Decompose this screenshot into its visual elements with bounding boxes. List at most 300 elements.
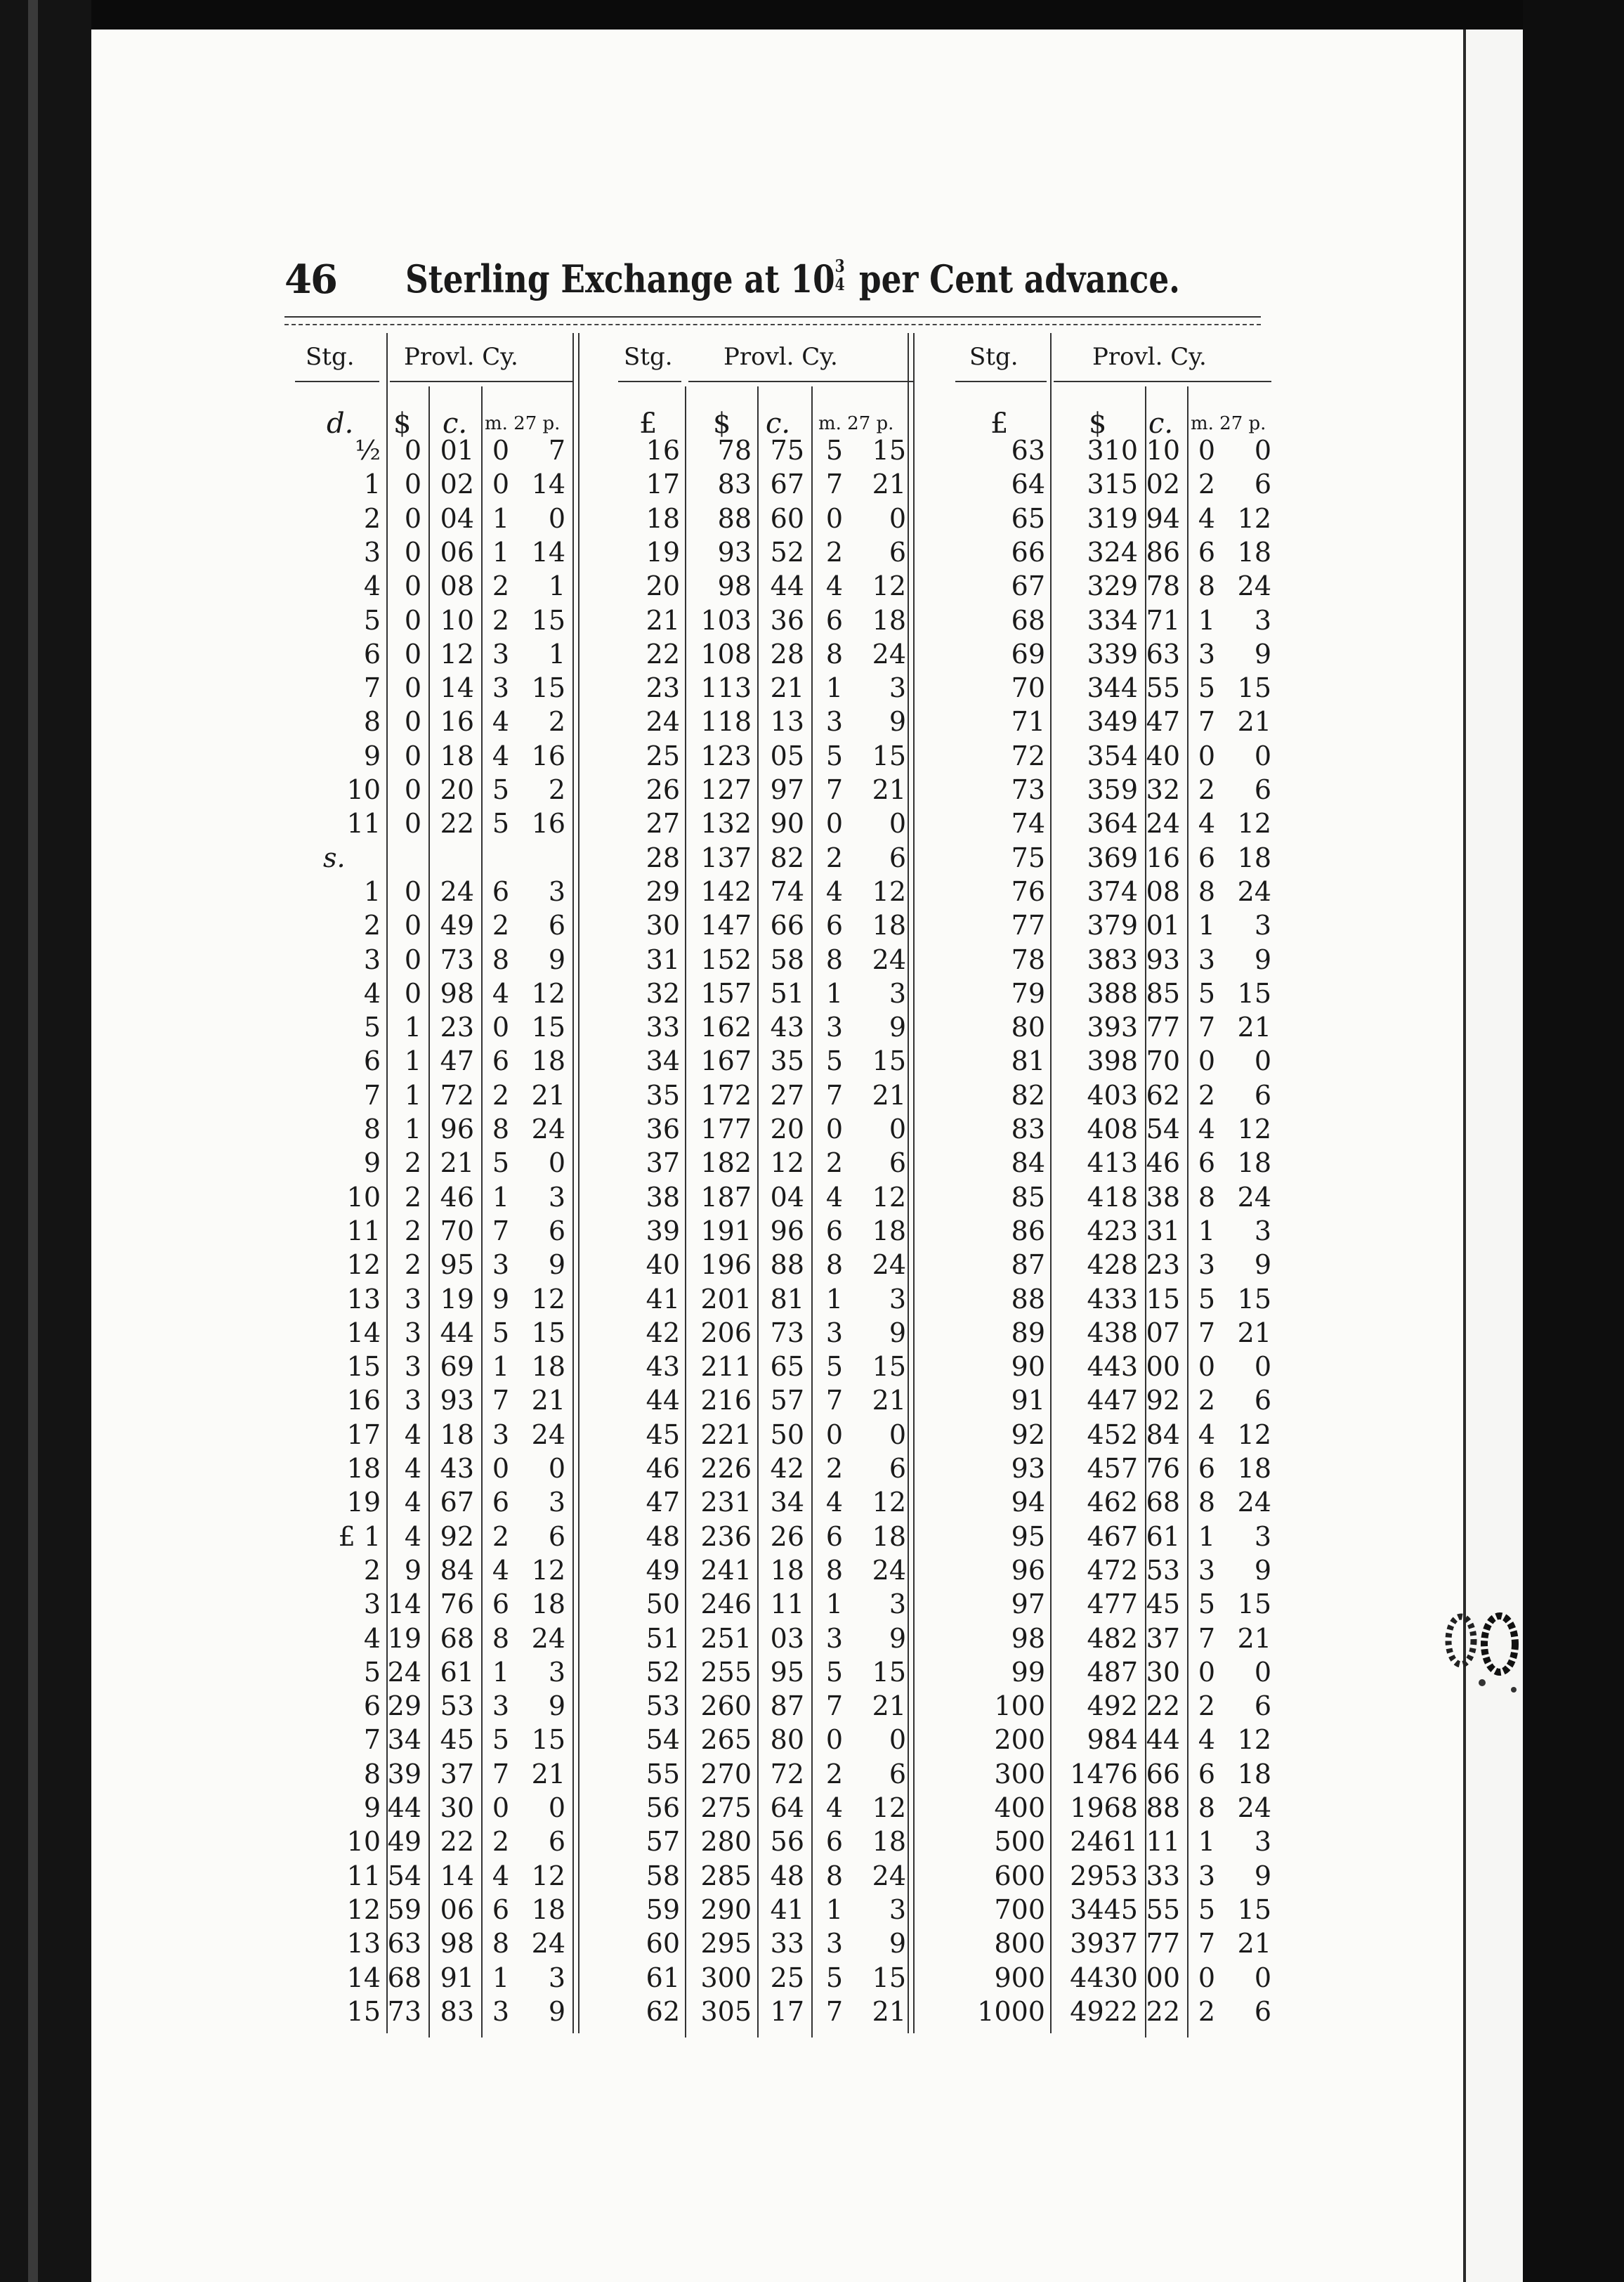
pence-value: 24 — [1237, 1181, 1271, 1213]
pence-value: 24 — [872, 1860, 906, 1891]
pence-value: 6 — [548, 1520, 565, 1552]
mills-value: 1 — [492, 502, 509, 534]
mills-value: 2 — [492, 1520, 509, 1552]
pence-value: 12 — [531, 1860, 565, 1891]
mills-value: 0 — [1198, 740, 1215, 771]
table-row — [941, 1146, 1278, 1180]
stg-value: £ 1 — [338, 1520, 381, 1552]
table-row — [941, 1553, 1278, 1587]
pence-value: 21 — [872, 1385, 906, 1416]
pence-value: 0 — [548, 1147, 565, 1179]
cents-value: 54 — [1146, 1114, 1180, 1145]
cents-value: 52 — [770, 536, 804, 568]
mills-value: 7 — [492, 1215, 509, 1246]
pence-value: 21 — [1237, 706, 1271, 738]
stg-value: 46 — [646, 1453, 680, 1484]
mills-value: 3 — [1198, 1249, 1215, 1281]
dollars-value: 157 — [700, 977, 752, 1009]
pence-value: 21 — [531, 1079, 565, 1111]
table-row — [941, 977, 1278, 1010]
dollars-value: 285 — [700, 1860, 752, 1891]
stg-value: 2 — [363, 502, 381, 534]
cents-value: 12 — [770, 1147, 804, 1179]
cents-value: 97 — [770, 774, 804, 805]
pence-value: 9 — [548, 1995, 565, 2027]
mills-value: 5 — [492, 1147, 509, 1179]
cents-value: 18 — [440, 1419, 474, 1450]
cents-value: 69 — [440, 1351, 474, 1383]
fraction-numerator: 3 — [834, 256, 845, 276]
table-row — [284, 1757, 579, 1791]
stg-value: 69 — [1011, 638, 1045, 670]
cents-value: 06 — [440, 1893, 474, 1925]
stg-value: 96 — [1011, 1554, 1045, 1586]
pence-value: 3 — [889, 672, 906, 704]
stg-value: 11 — [346, 1860, 381, 1891]
pence-value: 0 — [1254, 1656, 1271, 1688]
table-row — [941, 1791, 1278, 1825]
cents-value: 22 — [1146, 1690, 1180, 1722]
mills-value: 6 — [1198, 536, 1215, 568]
mills-value: 4 — [825, 1181, 843, 1213]
stg-value: 200 — [994, 1724, 1045, 1756]
header-underline — [955, 381, 1047, 382]
mills-value: 6 — [825, 1826, 843, 1858]
table-row — [618, 1689, 913, 1723]
stg-value: 94 — [1011, 1487, 1045, 1518]
table-row — [284, 569, 579, 603]
mills-value: 6 — [492, 1487, 509, 1518]
stg-value: 80 — [1011, 1012, 1045, 1043]
pence-value: 9 — [1254, 638, 1271, 670]
table-row — [941, 1078, 1278, 1112]
stg-value: 19 — [646, 536, 680, 568]
cents-value: 55 — [1146, 672, 1180, 704]
pence-value: 18 — [531, 1589, 565, 1620]
dollars-value: 211 — [700, 1351, 752, 1383]
mills-value: 5 — [825, 1962, 843, 1993]
cents-value: 46 — [440, 1181, 474, 1213]
stg-value: 93 — [1011, 1453, 1045, 1484]
pence-value: 21 — [1237, 1012, 1271, 1043]
mills-value: 2 — [492, 604, 509, 636]
cents-value: 16 — [440, 706, 474, 738]
mills-value: 5 — [825, 1045, 843, 1077]
dollars-value: 487 — [1087, 1656, 1138, 1688]
pence-value: 24 — [531, 1114, 565, 1145]
dollars-value: 423 — [1087, 1215, 1138, 1246]
table-row — [618, 875, 913, 908]
stg-value: 9 — [363, 1147, 381, 1179]
scan-border-right — [1523, 0, 1624, 2282]
table-row — [941, 433, 1278, 467]
stg-value: 35 — [646, 1079, 680, 1111]
table-row — [284, 977, 579, 1010]
stg-value: 11 — [346, 808, 381, 840]
cents-value: 86 — [1146, 536, 1180, 568]
table-row — [618, 1146, 913, 1180]
dollars-value: 413 — [1087, 1147, 1138, 1179]
stg-value: 6 — [363, 1045, 381, 1077]
pence-value: 6 — [1254, 774, 1271, 805]
cents-value: 28 — [770, 638, 804, 670]
pence-value: 6 — [889, 842, 906, 873]
pence-value: 3 — [1254, 1215, 1271, 1246]
pence-value: 24 — [872, 944, 906, 975]
table-row — [941, 773, 1278, 807]
pence-value: 15 — [872, 1656, 906, 1688]
table-row — [618, 841, 913, 875]
table-row — [941, 1112, 1278, 1146]
pence-value: 12 — [1237, 502, 1271, 534]
stg-value: 51 — [646, 1622, 680, 1654]
mills-value: 4 — [492, 706, 509, 738]
table-row — [618, 1757, 913, 1791]
stg-value: 81 — [1011, 1045, 1045, 1077]
table-row — [941, 1485, 1278, 1519]
cents-value: 92 — [440, 1520, 474, 1552]
dollars-value: 0 — [404, 570, 421, 602]
unit-label-mills: m. 27 p. — [1191, 413, 1266, 434]
stg-value: 14 — [346, 1317, 381, 1348]
dollars-value: 147 — [700, 910, 752, 941]
stg-value: 54 — [646, 1724, 680, 1756]
cents-value: 55 — [1146, 1893, 1180, 1925]
dollars-value: 68 — [387, 1962, 421, 1993]
dollars-value: 0 — [404, 808, 421, 840]
pence-value: 0 — [548, 1792, 565, 1823]
dollars-value: 477 — [1087, 1589, 1138, 1620]
mills-value: 7 — [1198, 1317, 1215, 1348]
stg-value: 17 — [346, 1419, 381, 1450]
dollars-value: 4 — [404, 1487, 421, 1518]
stg-header: Stg. — [969, 343, 1019, 371]
dollars-value: 369 — [1087, 842, 1138, 873]
mills-value: 5 — [492, 774, 509, 805]
pence-value: 24 — [1237, 570, 1271, 602]
pence-value: 6 — [548, 1215, 565, 1246]
fraction-denominator: 4 — [834, 274, 845, 294]
cents-value: 18 — [440, 740, 474, 771]
table-row — [941, 671, 1278, 705]
stg-value: 1000 — [977, 1995, 1045, 2027]
table-row — [618, 1553, 913, 1587]
mills-value: 4 — [825, 1487, 843, 1518]
stg-value: 21 — [646, 604, 680, 636]
table-row — [284, 1893, 579, 1926]
stg-value: 5 — [363, 1656, 381, 1688]
mills-value: 8 — [492, 1622, 509, 1654]
mills-value: 0 — [825, 808, 843, 840]
mills-value: 8 — [825, 1249, 843, 1281]
pence-value: 18 — [872, 1215, 906, 1246]
pence-value: 3 — [889, 977, 906, 1009]
mills-value: 7 — [1198, 1622, 1215, 1654]
pence-value: 14 — [531, 469, 565, 500]
mills-value: 8 — [1198, 875, 1215, 907]
stg-value: 49 — [646, 1554, 680, 1586]
dollars-value: 374 — [1087, 875, 1138, 907]
pence-value: 21 — [872, 1079, 906, 1111]
stg-value: 27 — [646, 808, 680, 840]
cents-value: 02 — [440, 469, 474, 500]
stg-value: 15 — [346, 1351, 381, 1383]
pence-value: 15 — [1237, 1283, 1271, 1315]
dollars-value: 103 — [700, 604, 752, 636]
dollars-value: 118 — [700, 706, 752, 738]
cents-value: 90 — [770, 808, 804, 840]
stg-value: 15 — [346, 1995, 381, 2027]
mills-value: 2 — [1198, 1690, 1215, 1722]
cents-value: 81 — [770, 1283, 804, 1315]
pence-value: 16 — [531, 740, 565, 771]
mills-value: 5 — [492, 1724, 509, 1756]
pence-value: 18 — [531, 1893, 565, 1925]
stg-value: 29 — [646, 875, 680, 907]
provl-header: Provl. Cy. — [1092, 343, 1207, 371]
pence-value: 12 — [872, 1181, 906, 1213]
stg-value: 100 — [994, 1690, 1045, 1722]
cents-value: 12 — [440, 638, 474, 670]
table-row — [618, 1995, 913, 2028]
dollars-value: 137 — [700, 842, 752, 873]
pence-value: 6 — [889, 536, 906, 568]
mills-value: 0 — [1198, 1045, 1215, 1077]
cents-value: 50 — [770, 1419, 804, 1450]
mills-value: 0 — [492, 435, 509, 466]
pence-value: 21 — [1237, 1928, 1271, 1960]
pence-value: 3 — [548, 1487, 565, 1518]
cents-value: 43 — [440, 1453, 474, 1484]
provl-header: Provl. Cy. — [723, 343, 838, 371]
dollars-value: 354 — [1087, 740, 1138, 771]
dollars-value: 290 — [700, 1893, 752, 1925]
stg-value: 71 — [1011, 706, 1045, 738]
dollars-value: 3 — [404, 1385, 421, 1416]
table-row — [618, 604, 913, 637]
table-row — [284, 1859, 579, 1893]
dollars-value: 93 — [717, 536, 752, 568]
dollars-value: 0 — [404, 910, 421, 941]
pence-value: 0 — [548, 502, 565, 534]
table-row — [941, 1383, 1278, 1417]
stg-value: 37 — [646, 1147, 680, 1179]
dollars-value: 388 — [1087, 977, 1138, 1009]
mills-value: 3 — [492, 1419, 509, 1450]
mills-value: 6 — [492, 875, 509, 907]
dollars-value: 39 — [387, 1758, 421, 1789]
cents-value: 35 — [770, 1045, 804, 1077]
unit-label-mills: m. 27 p. — [818, 413, 894, 434]
pence-value: 9 — [889, 706, 906, 738]
mills-value: 5 — [492, 808, 509, 840]
pence-value: 3 — [889, 1283, 906, 1315]
pence-value: 24 — [872, 1249, 906, 1281]
table-row — [618, 943, 913, 977]
table-row — [941, 1825, 1278, 1858]
unit-label-pounds: £ — [639, 408, 657, 440]
cents-value: 11 — [1146, 1826, 1180, 1858]
mills-value: 6 — [1198, 1453, 1215, 1484]
cents-value: 66 — [1146, 1758, 1180, 1789]
table-row — [941, 1520, 1278, 1553]
dollars-value: 191 — [700, 1215, 752, 1246]
table-row — [284, 604, 579, 637]
dollars-value: 226 — [700, 1453, 752, 1484]
cents-value: 68 — [440, 1622, 474, 1654]
binding-edge — [28, 0, 38, 2282]
mills-value: 1 — [492, 536, 509, 568]
dollars-value: 305 — [700, 1995, 752, 2027]
page-number: 46 — [284, 256, 336, 303]
dollars-value: 88 — [717, 502, 752, 534]
mills-value: 2 — [492, 570, 509, 602]
stg-value: 52 — [646, 1656, 680, 1688]
dollars-value: 0 — [404, 774, 421, 805]
table-row — [284, 467, 579, 501]
stg-value: 24 — [646, 706, 680, 738]
stg-value: 59 — [646, 1893, 680, 1925]
pence-value: 21 — [531, 1758, 565, 1789]
dollars-value: 1 — [404, 1012, 421, 1043]
table-row — [618, 1723, 913, 1756]
cents-value: 91 — [440, 1962, 474, 1993]
mills-value: 0 — [492, 469, 509, 500]
pence-value: 9 — [1254, 1860, 1271, 1891]
stg-value: 84 — [1011, 1147, 1045, 1179]
unit-label-pence: d. — [327, 408, 354, 440]
stg-value: 61 — [646, 1962, 680, 1993]
table-row — [941, 1689, 1278, 1723]
dollars-value: 452 — [1087, 1419, 1138, 1450]
mills-value: 2 — [1198, 774, 1215, 805]
pence-value: 24 — [531, 1928, 565, 1960]
dollars-value: 329 — [1087, 570, 1138, 602]
pence-value: 15 — [1237, 1893, 1271, 1925]
cents-value: 03 — [770, 1622, 804, 1654]
mills-value: 1 — [492, 1962, 509, 1993]
table-row — [941, 1350, 1278, 1383]
dollars-value: 241 — [700, 1554, 752, 1586]
cents-value: 00 — [1146, 1351, 1180, 1383]
stg-value: 45 — [646, 1419, 680, 1450]
pence-value: 9 — [889, 1012, 906, 1043]
stg-value: 75 — [1011, 842, 1045, 873]
table-row — [618, 1350, 913, 1383]
dollars-value: 78 — [717, 435, 752, 466]
stg-value: 18 — [346, 1453, 381, 1484]
mills-value: 0 — [492, 1012, 509, 1043]
table-row — [618, 1452, 913, 1485]
mills-value: 4 — [1198, 808, 1215, 840]
stg-value: 64 — [1011, 469, 1045, 500]
dollars-value: 364 — [1087, 808, 1138, 840]
cents-value: 42 — [770, 1453, 804, 1484]
mills-value: 8 — [825, 638, 843, 670]
pence-value: 24 — [1237, 875, 1271, 907]
dollars-value: 24 — [387, 1656, 421, 1688]
table-row — [284, 908, 579, 942]
table-row — [618, 1383, 913, 1417]
cents-value: 88 — [770, 1249, 804, 1281]
mills-value: 5 — [825, 1351, 843, 1383]
stg-value: 13 — [346, 1283, 381, 1315]
stg-value: 31 — [646, 944, 680, 975]
dollars-value: 0 — [404, 536, 421, 568]
cents-value: 37 — [1146, 1622, 1180, 1654]
cents-value: 07 — [1146, 1317, 1180, 1348]
pence-value: 15 — [1237, 1589, 1271, 1620]
pence-value: 18 — [1237, 536, 1271, 568]
table-row — [941, 535, 1278, 569]
mills-value: 1 — [1198, 1520, 1215, 1552]
dollars-value: 196 — [700, 1249, 752, 1281]
stg-value: 10 — [346, 1181, 381, 1213]
pence-value: 3 — [1254, 910, 1271, 941]
cents-value: 96 — [440, 1114, 474, 1145]
table-row — [618, 1926, 913, 1960]
cents-value: 24 — [440, 875, 474, 907]
stg-value: 63 — [1011, 435, 1045, 466]
pence-value: 24 — [872, 1554, 906, 1586]
cents-value: 72 — [440, 1079, 474, 1111]
column-divider — [913, 333, 915, 2033]
cents-value: 43 — [770, 1012, 804, 1043]
header-underline — [390, 381, 572, 382]
pence-value: 7 — [548, 435, 565, 466]
mills-value: 1 — [1198, 1826, 1215, 1858]
mills-value: 3 — [825, 1317, 843, 1348]
cents-value: 95 — [440, 1249, 474, 1281]
cents-value: 25 — [770, 1962, 804, 1993]
cents-value: 17 — [770, 1995, 804, 2027]
pence-value: 15 — [872, 1962, 906, 1993]
header-rule — [284, 316, 1261, 318]
pence-value: 15 — [872, 1045, 906, 1077]
dollars-value: 492 — [1087, 1690, 1138, 1722]
pence-value: 1 — [548, 638, 565, 670]
mills-value: 7 — [1198, 1012, 1215, 1043]
table-row — [941, 1622, 1278, 1655]
dollars-value: 177 — [700, 1114, 752, 1145]
table-row — [284, 739, 579, 773]
table-row — [284, 875, 579, 908]
column-divider — [572, 333, 574, 2033]
dollars-value: 339 — [1087, 638, 1138, 670]
dollars-value: 4 — [404, 1453, 421, 1484]
cents-value: 44 — [1146, 1724, 1180, 1756]
table-row — [284, 1146, 579, 1180]
dollars-value: 2953 — [1070, 1860, 1138, 1891]
table-row — [941, 637, 1278, 671]
dollars-value: 334 — [1087, 604, 1138, 636]
table-row — [941, 875, 1278, 908]
stg-header: Stg. — [306, 343, 355, 371]
stg-value: 55 — [646, 1758, 680, 1789]
cents-value: 93 — [1146, 944, 1180, 975]
stg-value: 10 — [346, 774, 381, 805]
mills-value: 7 — [492, 1758, 509, 1789]
table-row — [941, 1180, 1278, 1214]
table-row — [941, 502, 1278, 535]
table-row — [618, 1282, 913, 1316]
mills-value: 4 — [492, 1860, 509, 1891]
dollars-value: 59 — [387, 1893, 421, 1925]
mills-value: 5 — [1198, 977, 1215, 1009]
unit-label-cents: c. — [443, 408, 468, 440]
dollars-value: 295 — [700, 1928, 752, 1960]
mills-value: 2 — [1198, 1995, 1215, 2027]
